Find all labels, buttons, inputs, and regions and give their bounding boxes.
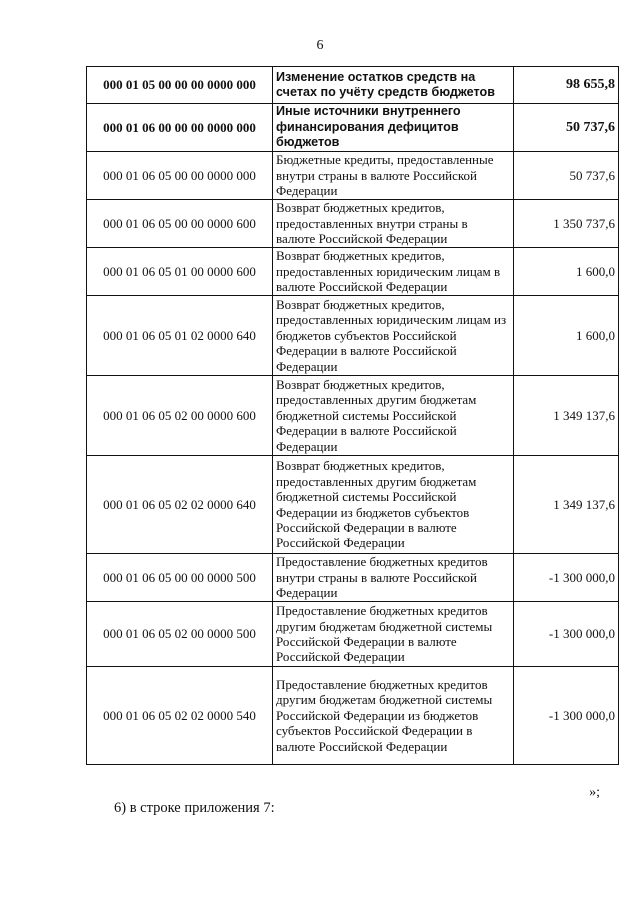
table-row xyxy=(87,200,619,248)
table-row xyxy=(87,248,619,296)
name-cell: Возврат бюджетных кредитов, предоставленных другим бюджетам бюджетной системы Российской Федерации в валюте Российской Федерации xyxy=(273,376,514,456)
table-row xyxy=(87,67,619,104)
table-row xyxy=(87,376,619,456)
code-cell: 000 01 06 05 00 00 0000 000 xyxy=(87,152,273,200)
table-row xyxy=(87,152,619,200)
amount-cell: -1 300 000,0 xyxy=(514,667,619,765)
amount-cell: -1 300 000,0 xyxy=(514,554,619,602)
amount-cell: 1 349 137,6 xyxy=(514,376,619,456)
name-cell: Предоставление бюджетных кредитов другим бюджетам бюджетной системы Российской Федерации в валюте Российской Федерации xyxy=(273,602,514,667)
amount-cell: 98 655,8 xyxy=(514,67,619,104)
table-row xyxy=(87,456,619,554)
table-row xyxy=(87,667,619,765)
code-cell: 000 01 06 00 00 00 0000 000 xyxy=(87,104,273,152)
name-cell: Возврат бюджетных кредитов, предоставленных внутри страны в валюте Российской Федерации xyxy=(273,200,514,248)
amount-cell: 1 349 137,6 xyxy=(514,456,619,554)
amount-cell: 1 600,0 xyxy=(514,248,619,296)
amount-cell: 50 737,6 xyxy=(514,104,619,152)
name-cell: Изменение остатков средств на счетах по учёту средств бюджетов xyxy=(273,67,514,104)
table-row xyxy=(87,602,619,667)
amount-cell: 1 600,0 xyxy=(514,296,619,376)
table-row xyxy=(87,554,619,602)
amount-cell: 1 350 737,6 xyxy=(514,200,619,248)
name-cell: Иные источники внутреннего финансирования дефицитов бюджетов xyxy=(273,104,514,152)
amount-cell: 50 737,6 xyxy=(514,152,619,200)
amount-cell: -1 300 000,0 xyxy=(514,602,619,667)
name-cell: Возврат бюджетных кредитов, предоставленных юридическим лицам в валюте Российской Федерации xyxy=(273,248,514,296)
code-cell: 000 01 06 05 02 02 0000 640 xyxy=(87,456,273,554)
code-cell: 000 01 06 05 01 02 0000 640 xyxy=(87,296,273,376)
code-cell: 000 01 06 05 00 00 0000 600 xyxy=(87,200,273,248)
table-row xyxy=(87,104,619,152)
name-cell: Предоставление бюджетных кредитов внутри страны в валюте Российской Федерации xyxy=(273,554,514,602)
code-cell: 000 01 06 05 02 00 0000 600 xyxy=(87,376,273,456)
name-cell: Бюджетные кредиты, предоставленные внутри страны в валюте Российской Федерации xyxy=(273,152,514,200)
code-cell: 000 01 05 00 00 00 0000 000 xyxy=(87,67,273,104)
code-cell: 000 01 06 05 01 00 0000 600 xyxy=(87,248,273,296)
code-cell: 000 01 06 05 00 00 0000 500 xyxy=(87,554,273,602)
name-cell: Предоставление бюджетных кредитов другим бюджетам бюджетной системы Российской Федерации из бюджетов субъектов Российской Федерации в валюте Российской Федерации xyxy=(273,667,514,765)
name-cell: Возврат бюджетных кредитов, предоставленных другим бюджетам бюджетной системы Российской Федерации из бюджетов субъектов Российской Федерации в валюте Российской Федерации xyxy=(273,456,514,554)
amendment-item-text: 6) в строке приложения 7: xyxy=(114,800,275,816)
sources-table xyxy=(86,66,619,765)
table-row xyxy=(87,296,619,376)
closing-quote-mark: »; xyxy=(589,785,600,800)
name-cell: Возврат бюджетных кредитов, предоставленных юридическим лицам из бюджетов субъектов Российской Федерации в валюте Российской Федерации xyxy=(273,296,514,376)
code-cell: 000 01 06 05 02 02 0000 540 xyxy=(87,667,273,765)
code-cell: 000 01 06 05 02 00 0000 500 xyxy=(87,602,273,667)
page-number: 6 xyxy=(316,38,324,53)
